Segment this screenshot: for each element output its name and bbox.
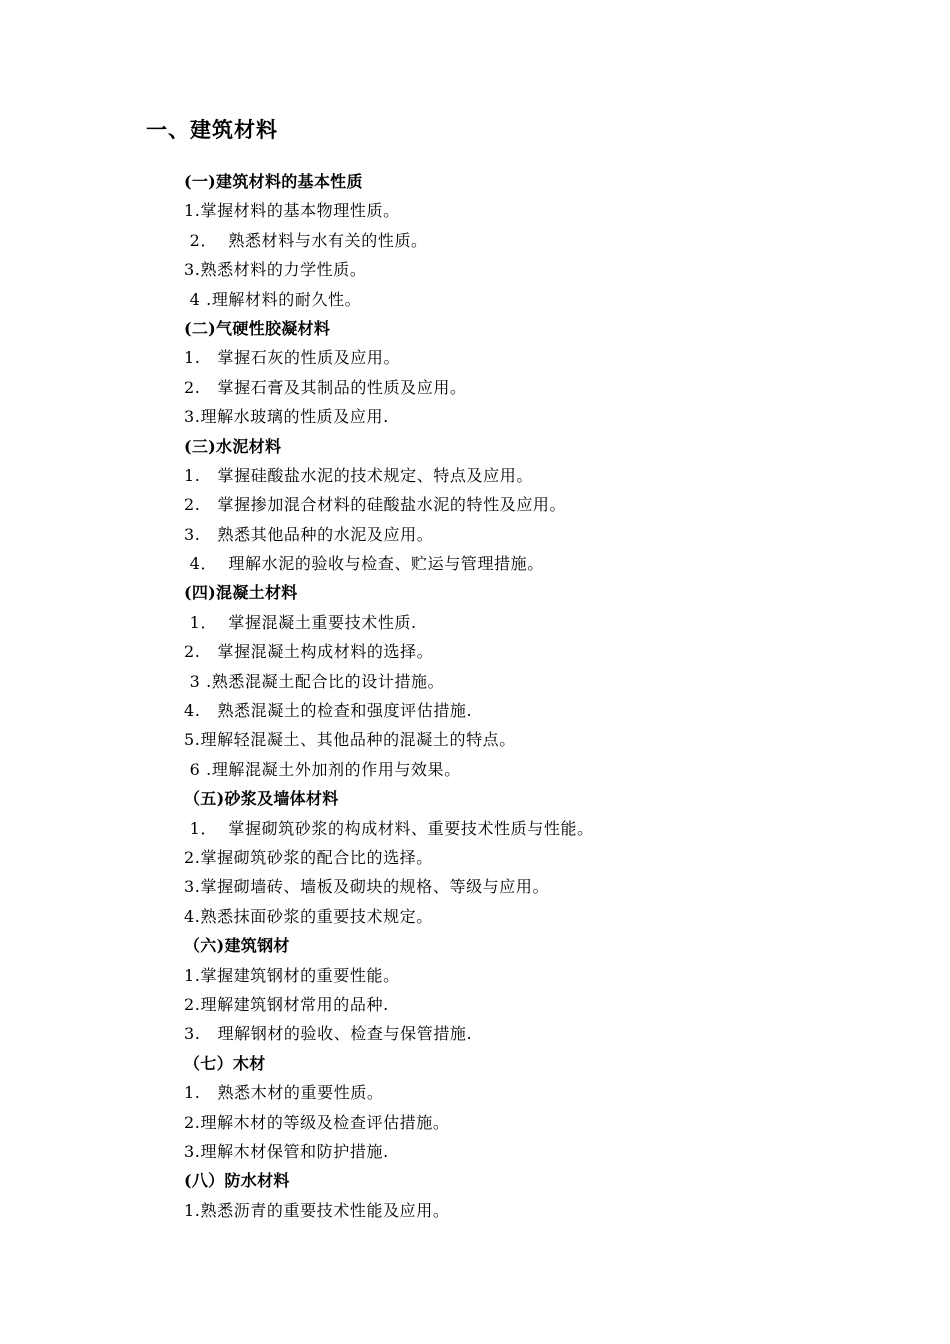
list-item: 4． 理解水泥的验收与检查、贮运与管理措施。	[184, 554, 544, 574]
list-item: 2.理解建筑钢材常用的品种.	[184, 994, 389, 1014]
list-item: 3.理解水玻璃的性质及应用.	[184, 407, 389, 427]
list-item: 4.熟悉抹面砂浆的重要技术规定。	[184, 906, 433, 926]
list-item: 6 .理解混凝土外加剂的作用与效果。	[184, 759, 461, 779]
section-heading: （七）木材	[184, 1053, 266, 1073]
list-item: 4. 熟悉混凝土的检查和强度评估措施.	[184, 701, 473, 721]
list-item: 3.掌握砌墙砖、墙板及砌块的规格、等级与应用。	[184, 877, 550, 897]
list-item: 1． 掌握混凝土重要技术性质.	[184, 612, 417, 632]
section-heading: (三)水泥材料	[184, 436, 282, 456]
list-item: 2. 掌握石膏及其制品的性质及应用。	[184, 377, 467, 397]
list-item: 3 .熟悉混凝土配合比的设计措施。	[184, 671, 445, 691]
list-item: 1.掌握建筑钢材的重要性能。	[184, 965, 400, 985]
section-heading: （五)砂浆及墙体材料	[184, 789, 339, 809]
list-item: 1． 掌握砌筑砂浆的构成材料、重要技术性质与性能。	[184, 818, 594, 838]
list-item: 2. 掌握混凝土构成材料的选择。	[184, 642, 434, 662]
section-heading: (八）防水材料	[184, 1171, 290, 1191]
list-item: 3. 理解钢材的验收、检查与保管措施.	[184, 1024, 473, 1044]
page-title: 一、建筑材料	[146, 117, 278, 142]
list-item: 2. 掌握掺加混合材料的硅酸盐水泥的特性及应用。	[184, 495, 567, 515]
list-item: 1.熟悉沥青的重要技术性能及应用。	[184, 1200, 450, 1220]
list-item: 5.理解轻混凝土、其他品种的混凝土的特点。	[184, 730, 516, 750]
list-item: 1. 熟悉木材的重要性质。	[184, 1083, 384, 1103]
list-item: 2.掌握砌筑砂浆的配合比的选择。	[184, 847, 433, 867]
list-item: 3.理解木材保管和防护措施.	[184, 1141, 389, 1161]
list-item: 4 .理解材料的耐久性。	[184, 289, 362, 309]
section-heading: （六)建筑钢材	[184, 936, 290, 956]
list-item: 3. 熟悉其他品种的水泥及应用。	[184, 524, 434, 544]
list-item: 2.理解木材的等级及检查评估措施。	[184, 1112, 450, 1132]
section-heading: (一)建筑材料的基本性质	[184, 172, 363, 191]
section-heading: (四)混凝土材料	[184, 583, 298, 603]
section-heading: (二)气硬性胶凝材料	[184, 318, 331, 338]
list-item: 1. 掌握硅酸盐水泥的技术规定、特点及应用。	[184, 465, 533, 485]
list-item: 3.熟悉材料的力学性质。	[184, 260, 367, 280]
list-item: 2． 熟悉材料与水有关的性质。	[184, 230, 428, 250]
document-body	[184, 167, 904, 1225]
list-item: 1. 掌握石灰的性质及应用。	[184, 348, 401, 368]
list-item: 1.掌握材料的基本物理性质。	[184, 201, 400, 221]
